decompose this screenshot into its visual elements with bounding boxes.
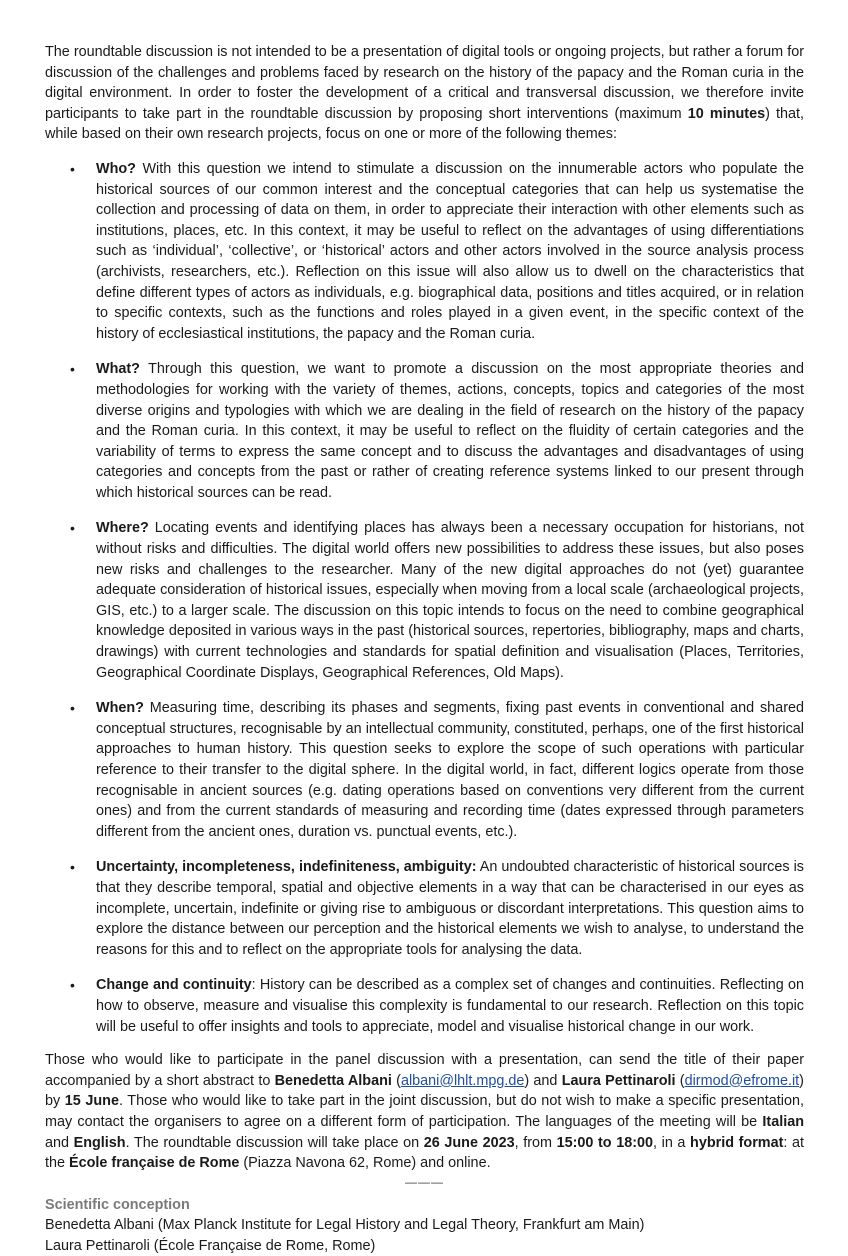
event-date: 26 June 2023 [423, 1134, 515, 1151]
theme-body: With this question we intend to stimulate a discussion on the innumerable actors who populate the historical sources of our common interest and the conceptual categories that can help us systematise the collection and processing of data on them, in order to appreciate their interaction with other elements such as institutions, places, etc. In this context, it may be useful to reflect on the advantages of using differentiations such as ‘individual’, ‘collective’, or ‘historical’ actors and other actors involved in the source analysis process (archivists, researchers, etc.). Reflection on this issue will also allow us to dwell on the characteristics that define different types of actors as individuals, e.g. biographical data, positions and titles acquired, or in relation to specific contexts, such as the functions and roles played in a given event, in the specific context of the history of ecclesiastical institutions, the papacy and the Roman curia. [96, 160, 804, 342]
bullet-icon: • [70, 160, 75, 177]
bullet-icon: • [70, 859, 75, 876]
closing-paragraph: Those who would like to participate in the panel discussion with a presentation, can send the title of their paper accompanied by a short abstract to Benedetta Albani (albani@lhlt.mpg.de) and Laura Pettinaroli (dirmod@efrome.it) by 15 June. Those who would like to take part in the joint discussion, but do not wish to make a specific presentation, may contact the organisers to agree on a different form of participation. The languages of the meeting will be Italian and English. The roundtable discussion will take place on 26 June 2023, from 15:00 to 18:00, in a hybrid format: at the École française de Rome (Piazza Navona 62, Rome) and online. [45, 1052, 804, 1172]
theme-item-uncertainty [45, 857, 804, 960]
theme-item-where [45, 518, 804, 683]
language: Italian [762, 1113, 804, 1130]
intro-text: The roundtable discussion is not intended to be a presentation of digital tools or ongoing projects, but rather a forum for discussion of the challenges and problems faced by research on the history of the papacy and the Roman curia in the digital environment. In order to foster the development of a critical and transversal discussion, we therefore invite participants to take part in the roundtable discussion by proposing short interventions (maximum [45, 44, 804, 122]
bullet-icon: • [70, 520, 75, 537]
scientific-conception-title: Scientific conception [45, 1196, 190, 1213]
scientific-conception-line: Laura Pettinaroli (École Française de Rome, Rome) [45, 1237, 376, 1254]
event-time: 15:00 to 18:00 [556, 1134, 654, 1151]
language: English [73, 1134, 126, 1151]
theme-body: Locating events and identifying places has always been a necessary occupation for historians, not without risks and difficulties. The digital world offers new possibilities to address these issues, but also poses new risks and challenges to the researcher. Many of the new digital approaches do not (yet) guarantee adequate consideration of historical issues, especially when moving from a local scale (archaeological projects, GIS, etc.) to a larger scale. The discussion on this topic intends to focus on the need to combine geographical knowledge deposited in various ways in the past (historical sources, repertories, bibliography, maps and charts, drawings) with current technologies and standards for spatial definition and visualisation (Places, Territories, Geographical Coordinate Displays, Geographical References, Old Maps). [96, 520, 804, 681]
theme-heading: What? [96, 361, 140, 378]
theme-item-who [45, 159, 804, 344]
bullet-icon: • [70, 361, 75, 378]
theme-item-what [45, 359, 804, 503]
theme-item-when [45, 698, 804, 842]
theme-heading: Who? [96, 160, 136, 177]
theme-body: Measuring time, describing its phases and segments, fixing past events in conventional and shared conceptual structures, recognisable by an intellectual community, constituted, perhaps, one of the first historical approaches to human history. This question seeks to explore the scope of such operations with particular reference to their transfer to the digital sphere. In the digital world, in fact, different logics operate from those recognisable in ancient sources (e.g. dating operations based on conventions very different from the current ones) and from the current standards of measuring and recording time (dates expressed through parameters different from the ancient ones, duration vs. punctual events, etc.). [96, 700, 804, 840]
intro-highlight: 10 minutes [687, 105, 766, 122]
intro-text-end: ) that, while based on their own research projects, focus on one or more of the following themes: [45, 105, 804, 143]
theme-heading: When? [96, 700, 144, 717]
theme-heading: Change and continuity [96, 977, 252, 994]
organiser-name: Benedetta Albani [274, 1072, 392, 1089]
theme-body: Through this question, we want to promote a discussion on the most appropriate theories and methodologies for working with the variety of themes, actions, concepts, topics and categories of the most diverse origins and typologies with which we are dealing in the field of research on the history of the papacy and the Roman curia. In this context, it may be useful to reflect on the fluidity of certain categories and the variability of terms to express the same concept and to discuss the advantages and disadvantages of using categories and concepts from the past or rather of creating reference systems linked to our present through which historical sources can be read. [96, 361, 804, 501]
theme-item-change [45, 975, 804, 1037]
theme-heading: Uncertainty, incompleteness, indefiniteness, ambiguity: [96, 859, 477, 876]
event-format: hybrid format [690, 1134, 784, 1151]
bullet-icon: • [70, 977, 75, 994]
bullet-icon: • [70, 700, 75, 717]
event-venue: École française de Rome [69, 1155, 240, 1172]
theme-body: : History can be described as a complex set of changes and continuities. Reflecting on how to observe, measure and visualise this complexity is fundamental to our research. Reflection on this topic will be useful to offer insights and tools to appreciate, model and visualise historical change in our work. [96, 977, 804, 1035]
themes-list [45, 159, 804, 1037]
email-link-pettinaroli[interactable]: dirmod@efrome.it [684, 1072, 800, 1089]
theme-heading: Where? [96, 520, 149, 537]
section-separator: ——— [405, 1174, 444, 1189]
scientific-conception-line: Benedetta Albani (Max Planck Institute for Legal History and Legal Theory, Frankfurt am Main) [45, 1217, 645, 1234]
intro-paragraph [45, 42, 804, 145]
email-link-albani[interactable]: albani@lhlt.mpg.de [400, 1072, 525, 1089]
deadline: 15 June [64, 1093, 119, 1110]
theme-body: An undoubted characteristic of historical sources is that they describe temporal, spatial and objective elements in a way that can be characterised in our eyes as incomplete, uncertain, indefinite or giving rise to ambiguous or discordant interpretations. This question aims to explore the distance between our perception and the historical elements we wish to analyse, to understand the reasons for this and to reflect on the appropriate tools for analysing the data. [96, 859, 804, 958]
organiser-name: Laura Pettinaroli [561, 1072, 676, 1089]
